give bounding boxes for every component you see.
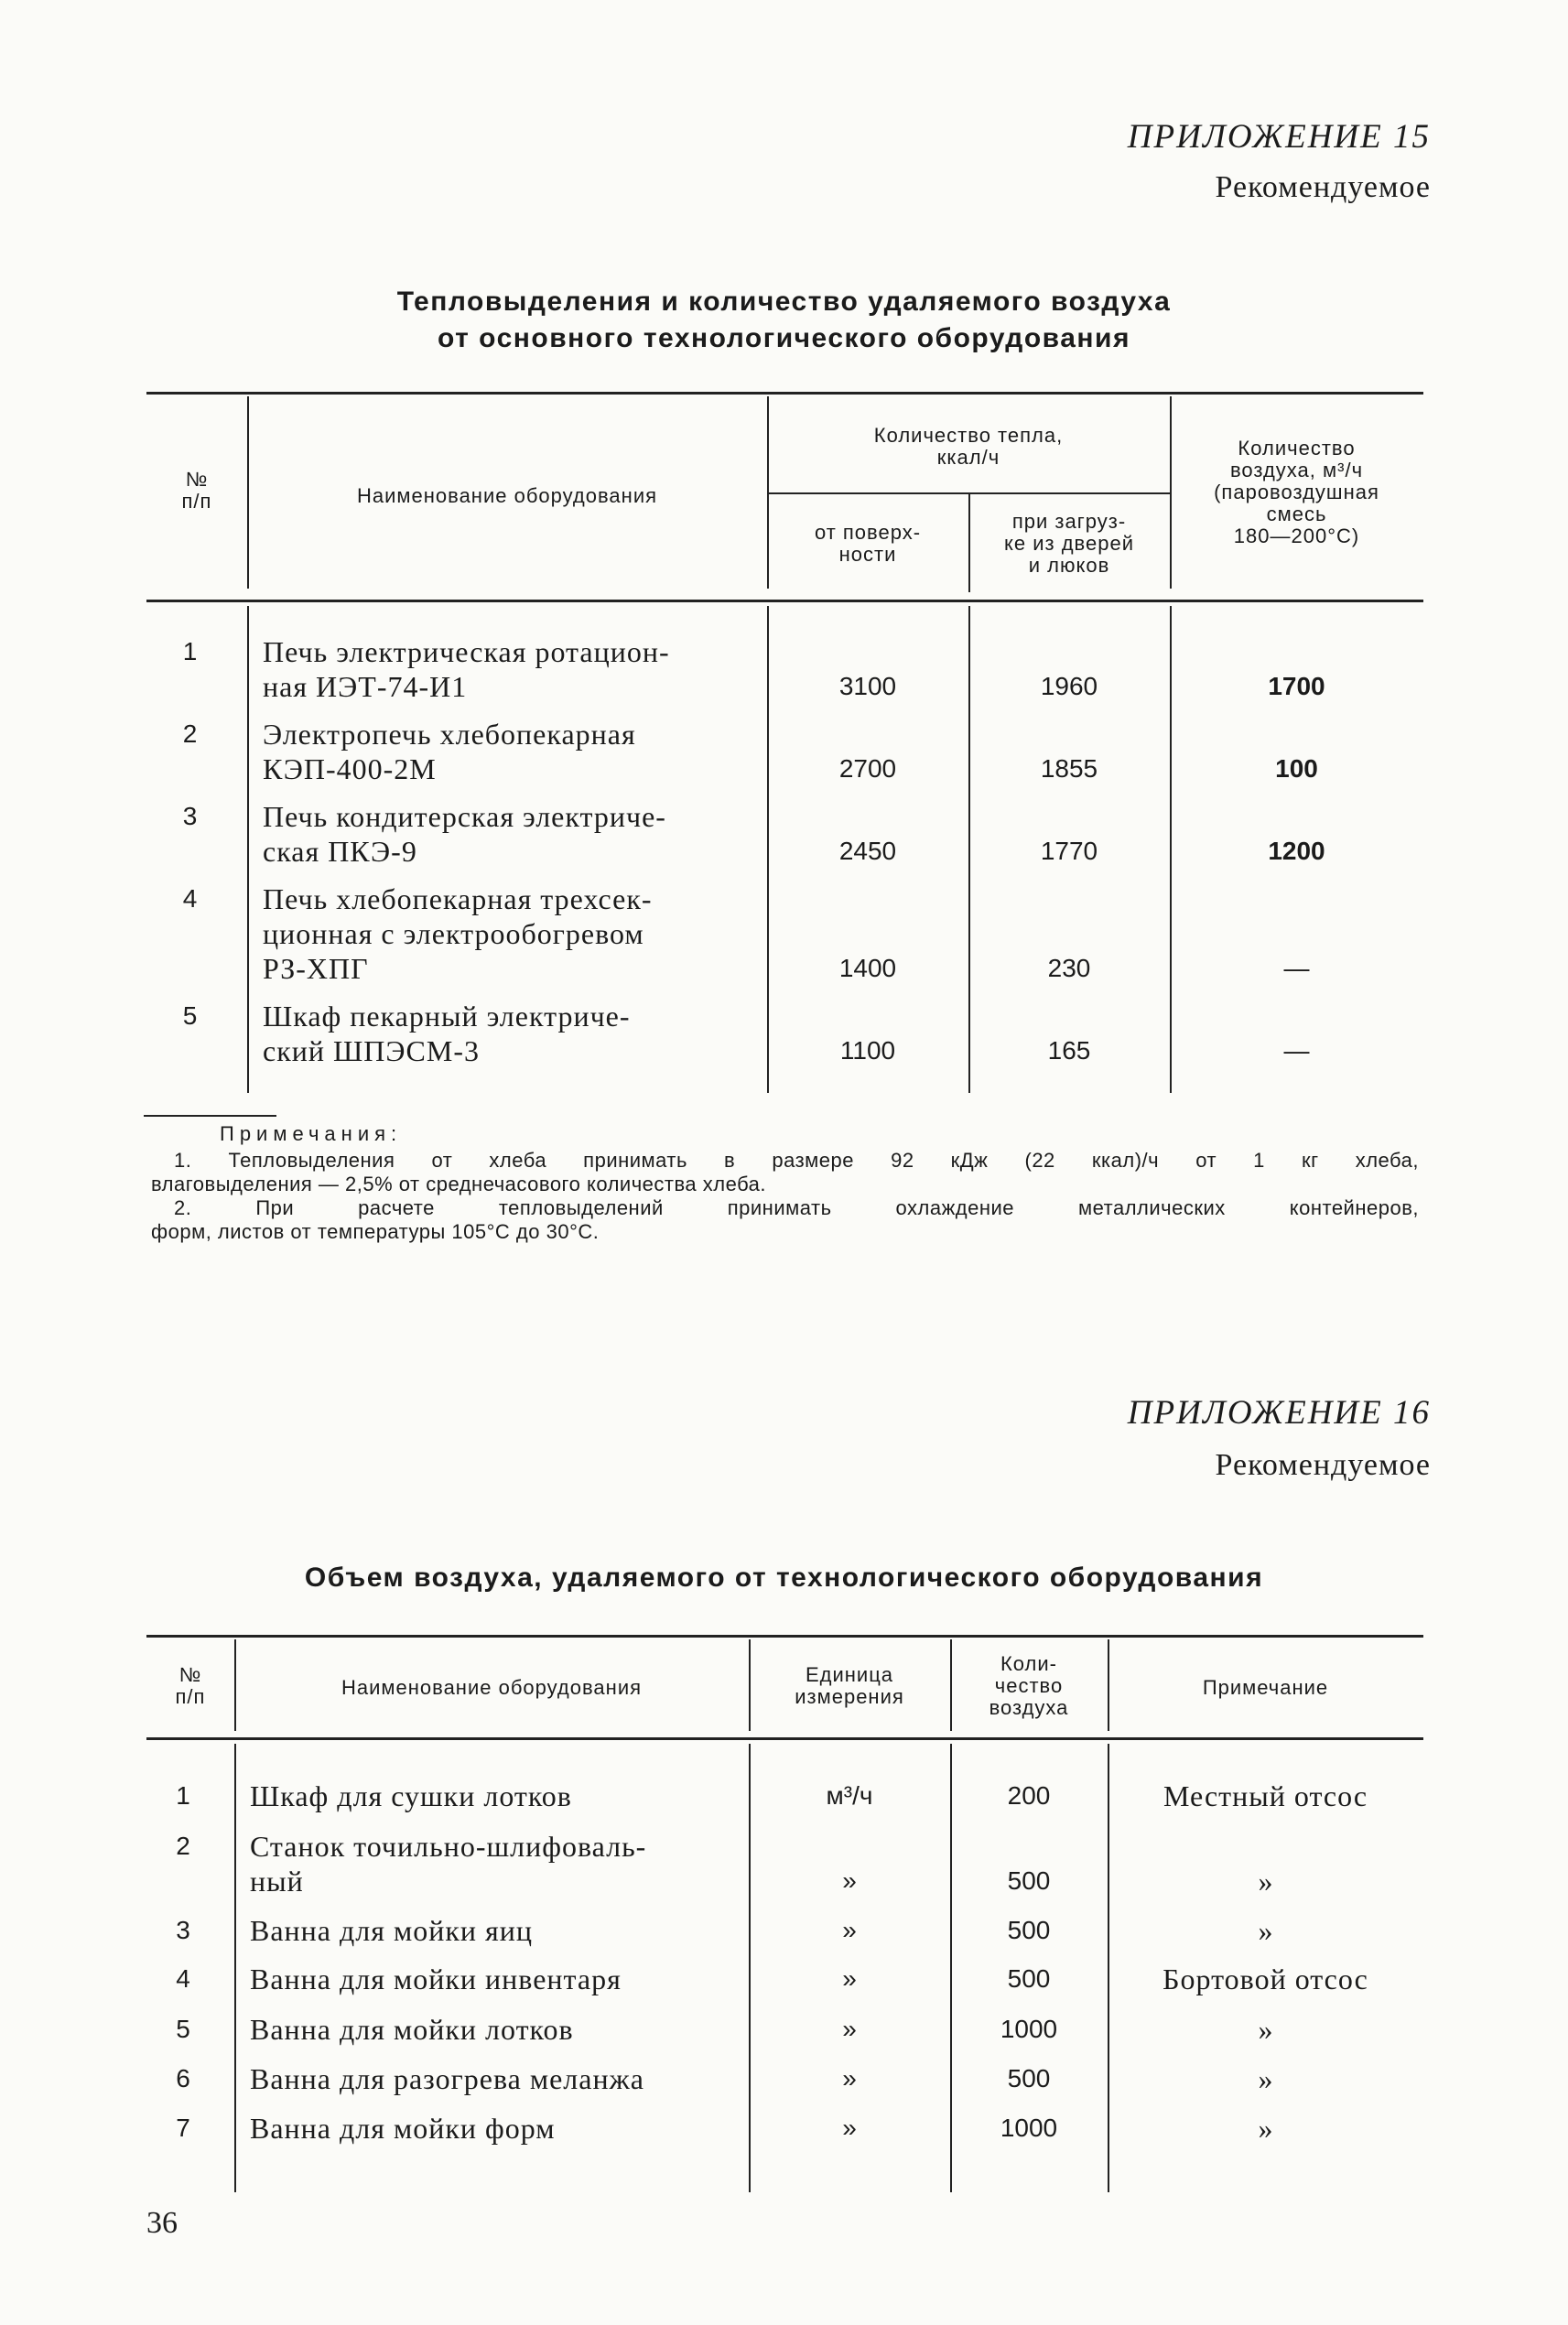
row-name: Электропечь хлебопекарная КЭП-400-2М (263, 718, 636, 785)
appendix-15-status: Рекомендуемое (1215, 170, 1431, 204)
row-num: 4 (176, 1964, 190, 1993)
row-unit: » (842, 2015, 857, 2043)
header-note: Примечание (1202, 1676, 1329, 1699)
row-air: 100 (1275, 754, 1318, 783)
row-note: » (1258, 1865, 1273, 1898)
row-num: 1 (182, 637, 198, 665)
header-num: № п/п (175, 1663, 206, 1708)
row-note: Бортовой отсос (1162, 1963, 1368, 1995)
row-name: Печь электрическая ротацион- ная ИЭТ-74-И1 (263, 635, 670, 703)
appendix-16-title: Объем воздуха, удаляемого от технологического оборудования (304, 1563, 1264, 1593)
col-divider (234, 1744, 236, 2192)
row-unit: » (842, 1964, 857, 1993)
page-number: 36 (146, 2206, 178, 2240)
header-unit: Единица измерения (795, 1663, 904, 1708)
row-name: Станок точильно-шлифоваль- ный (250, 1830, 647, 1898)
row-note: Местный отсос (1162, 1779, 1368, 1812)
row-name: Ванна для мойки инвентаря (250, 1963, 622, 1995)
row-surface: 2450 (838, 837, 897, 865)
row-num: 3 (176, 1916, 190, 1944)
note-1-line-2: влаговыделения — 2,5% от среднечасового количества хлеба. (151, 1173, 767, 1195)
row-num: 2 (176, 1832, 190, 1860)
notes-heading: Примечания: (220, 1122, 403, 1145)
row-note: » (1258, 2112, 1273, 2145)
row-surface: 2700 (838, 754, 897, 783)
header-bottom-rule (146, 1737, 1423, 1740)
row-num: 4 (182, 884, 198, 913)
row-air: — (1283, 954, 1310, 982)
row-load: 1960 (1040, 672, 1098, 700)
row-num: 3 (182, 802, 198, 830)
row-name: Ванна для мойки яиц (250, 1914, 533, 1947)
row-num: 7 (176, 2114, 190, 2142)
row-qty: 500 (1007, 1916, 1051, 1944)
row-load: 1855 (1040, 754, 1098, 783)
note-2-line-2: форм, листов от температуры 105°С до 30°С. (151, 1220, 600, 1243)
row-num: 5 (176, 2015, 190, 2043)
row-note: » (1258, 2013, 1273, 2046)
col-divider (247, 606, 249, 1093)
row-air: 1700 (1268, 672, 1325, 700)
header-surface: от поверх- ности (814, 521, 922, 566)
appendix-15-title-line2: от основного технологического оборудования (438, 323, 1130, 353)
row-unit: » (842, 2064, 857, 2092)
row-name: Ванна для разогрева меланжа (250, 2062, 644, 2095)
row-load: 230 (1047, 954, 1091, 982)
row-num: 6 (176, 2064, 190, 2092)
row-qty: 1000 (1000, 2114, 1058, 2142)
header-qty: Коли- чество воздуха (989, 1652, 1069, 1719)
appendix-15-title-line1: Тепловыделения и количество удаляемого воздуха (396, 287, 1172, 317)
row-qty: 500 (1007, 1964, 1051, 1993)
appendix-16-status: Рекомендуемое (1215, 1448, 1431, 1482)
footnote-rule (144, 1115, 276, 1117)
note-1-line-1: 1. Тепловыделения от хлеба принимать в размере 92 кДж (22 ккал)/ч от 1 кг хлеба, (174, 1149, 1419, 1172)
row-qty: 200 (1007, 1781, 1051, 1810)
header-name: Наименование оборудования (356, 484, 658, 507)
header-name: Наименование оборудования (341, 1676, 643, 1699)
header-load: при загруз- ке из дверей и люков (1004, 510, 1134, 577)
row-unit: » (842, 2114, 857, 2142)
row-num: 2 (182, 719, 198, 748)
row-air: — (1283, 1036, 1310, 1065)
row-note: » (1258, 1914, 1273, 1947)
row-num: 1 (176, 1781, 190, 1810)
row-name: Ванна для мойки лотков (250, 2013, 574, 2046)
header-heat: Количество тепла, ккал/ч (873, 424, 1064, 469)
table-top-rule (146, 392, 1423, 395)
appendix-16-label: ПРИЛОЖЕНИЕ 16 (1127, 1394, 1431, 1432)
header-air: Количество воздуха, м³/ч (паровоздушная смесь 180—200°С) (1214, 437, 1379, 547)
row-unit: » (842, 1916, 857, 1944)
row-load: 165 (1047, 1036, 1091, 1065)
row-qty: 500 (1007, 2064, 1051, 2092)
row-load: 1770 (1040, 837, 1098, 865)
row-note: » (1258, 2062, 1273, 2095)
row-name: Печь хлебопекарная трехсек- ционная с электрообогревом РЗ-ХПГ (263, 882, 653, 985)
header-bottom-rule (146, 600, 1423, 602)
row-num: 5 (182, 1001, 198, 1030)
row-air: 1200 (1268, 837, 1325, 865)
row-name: Печь кондитерская электриче- ская ПКЭ-9 (263, 800, 666, 868)
table-top-rule (146, 1635, 1423, 1638)
appendix-15-label: ПРИЛОЖЕНИЕ 15 (1127, 118, 1431, 156)
note-2-line-1: 2. При расчете тепловыделений принимать охлаждение металлических контейнеров, (174, 1196, 1419, 1219)
row-surface: 1400 (838, 954, 897, 982)
row-name: Шкаф для сушки лотков (250, 1779, 572, 1812)
row-qty: 1000 (1000, 2015, 1058, 2043)
row-qty: 500 (1007, 1866, 1051, 1895)
row-name: Ванна для мойки форм (250, 2112, 556, 2145)
row-name: Шкаф пекарный электриче- ский ШПЭСМ-3 (263, 1000, 631, 1067)
row-unit: м³/ч (826, 1781, 873, 1810)
row-unit: » (842, 1866, 857, 1895)
row-surface: 3100 (838, 672, 897, 700)
header-num: № п/п (181, 468, 212, 513)
row-surface: 1100 (839, 1036, 896, 1065)
